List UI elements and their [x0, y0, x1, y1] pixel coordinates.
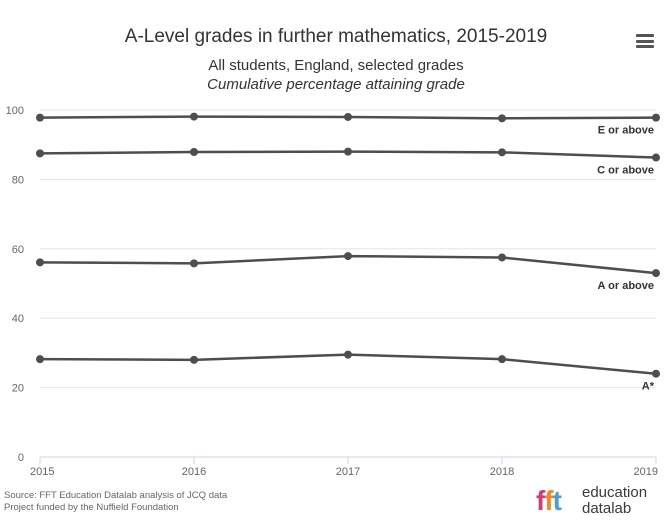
- data-point[interactable]: [36, 258, 44, 266]
- data-point[interactable]: [344, 351, 352, 359]
- y-tick-label: 0: [17, 452, 24, 464]
- source-line-1: Source: FFT Education Datalab analysis of JCQ data: [4, 490, 228, 501]
- logo-word-education: education: [582, 484, 648, 501]
- y-tick-label: 100: [5, 105, 24, 117]
- logo-word-datalab: datalab: [582, 500, 632, 517]
- source-line-2: Project funded by the Nuffield Foundation: [4, 502, 179, 513]
- y-tick-label: 60: [11, 243, 24, 256]
- series-lines: [36, 113, 660, 378]
- data-point[interactable]: [652, 114, 660, 122]
- data-point[interactable]: [652, 154, 660, 162]
- data-point[interactable]: [190, 113, 198, 121]
- y-tick-label: 40: [11, 313, 24, 326]
- y-tick-label: 80: [11, 174, 24, 187]
- chart-title: A-Level grades in further mathematics, 2015-2019: [124, 26, 548, 47]
- data-point[interactable]: [498, 355, 506, 363]
- x-tick-label: 2016: [181, 466, 207, 478]
- subtitle-line-2: Cumulative percentage attaining grade: [207, 76, 465, 93]
- data-point[interactable]: [498, 148, 506, 156]
- data-point[interactable]: [190, 259, 198, 267]
- data-point[interactable]: [344, 148, 352, 156]
- series-labels: [597, 125, 655, 393]
- y-axis-ticks: [6, 105, 24, 464]
- series-label: E or above: [597, 124, 654, 137]
- series-label: A*: [641, 380, 654, 393]
- series-label: A or above: [597, 280, 654, 293]
- data-point[interactable]: [498, 114, 506, 122]
- data-point[interactable]: [652, 269, 660, 277]
- subtitle-line-1: All students, England, selected grades: [208, 57, 464, 74]
- data-point[interactable]: [36, 149, 44, 157]
- x-tick-label: 2019: [633, 466, 658, 478]
- data-point[interactable]: [344, 113, 352, 121]
- data-point[interactable]: [190, 356, 198, 364]
- data-point[interactable]: [344, 252, 352, 260]
- data-point[interactable]: [498, 253, 506, 261]
- fft-logo-mark: fft: [536, 485, 561, 516]
- source-note: [4, 490, 227, 514]
- y-tick-label: 20: [11, 382, 24, 395]
- data-point[interactable]: [36, 114, 44, 122]
- x-tick-label: 2015: [30, 466, 55, 478]
- x-tick-label: 2018: [489, 466, 515, 478]
- series-label: C or above: [597, 164, 654, 177]
- data-point[interactable]: [652, 370, 660, 378]
- data-point[interactable]: [36, 355, 44, 363]
- data-point[interactable]: [190, 148, 198, 156]
- x-axis: [30, 457, 658, 478]
- datalab-logo: [536, 484, 666, 520]
- x-tick-label: 2017: [335, 466, 361, 478]
